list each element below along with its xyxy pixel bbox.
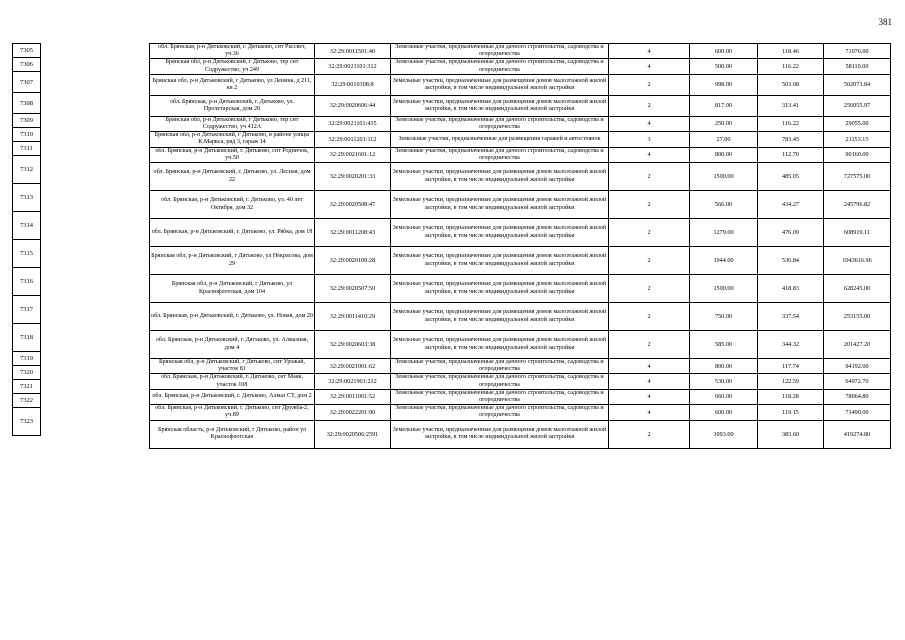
rate-cell: 476.09	[758, 219, 824, 247]
address-cell: Брянская обл, р-н Дятьковский, г Дятьково, ул Некрасова, дом 29	[150, 247, 315, 275]
table-row	[150, 116, 891, 131]
group-cell: 2	[609, 420, 690, 448]
value-cell: 1043616.96	[824, 247, 891, 275]
row-number-cell: 7305	[13, 44, 41, 58]
rate-cell: 117.74	[758, 359, 824, 374]
value-cell: 78064.80	[824, 389, 891, 404]
group-cell: 2	[609, 331, 690, 359]
area-cell: 800.00	[690, 359, 758, 374]
row-number-cell: 7320	[13, 366, 41, 380]
address-cell: обл. Брянская, р-н Дятьковский, г. Дятьково, ул. Лесная, дом 22	[150, 163, 315, 191]
row-number-row	[13, 296, 41, 324]
table-row	[150, 219, 891, 247]
row-number-row	[13, 212, 41, 240]
use-cell: Земельные участки, предназначенные для дачного строительства, садоводства и огородничества	[391, 59, 609, 74]
row-number-row	[13, 128, 41, 142]
value-cell: 419274.80	[824, 420, 891, 448]
use-cell: Земельные участки, предназначенные для размещения домов малоэтажной жилой застройки, в том числе индивидуальной жилой застройки	[391, 420, 609, 448]
cadastral-cell: 32:29:0022201:90	[315, 405, 391, 420]
cadastral-cell: 32:29:0020109:28	[315, 247, 391, 275]
row-number-row	[13, 156, 41, 184]
area-cell: 800.00	[690, 147, 758, 162]
value-cell: 608919.11	[824, 219, 891, 247]
cadastral-cell: 32:29:0021901:212	[315, 374, 391, 389]
row-number-cell: 7315	[13, 240, 41, 268]
row-number-cell: 7313	[13, 184, 41, 212]
table-row	[150, 303, 891, 331]
area-cell: 600.00	[690, 405, 758, 420]
row-number-cell: 7311	[13, 142, 41, 156]
area-cell: 530.00	[690, 374, 758, 389]
use-cell: Земельные участки, предназначенные для дачного строительства, садоводства и огородничества	[391, 405, 609, 420]
table-row	[150, 359, 891, 374]
row-number-row	[13, 72, 41, 93]
table-row	[150, 59, 891, 74]
address-cell: Брянская обл, р-н Дятьковский, г Дятьково, тер снт Содружество, уч 412А	[150, 116, 315, 131]
value-cell: 58110.00	[824, 59, 891, 74]
table-row	[150, 405, 891, 420]
rate-cell: 485.05	[758, 163, 824, 191]
row-number-cell: 7310	[13, 128, 41, 142]
rate-cell: 434.27	[758, 191, 824, 219]
use-cell: Земельные участки, предназначенные для дачного строительства, садоводства и огородничества	[391, 116, 609, 131]
table-row	[150, 95, 891, 116]
cadastral-cell: 32:29:0021001:62	[315, 359, 391, 374]
value-cell: 71490.00	[824, 405, 891, 420]
cadastral-cell: 32:29:0011001:52	[315, 389, 391, 404]
use-cell: Земельные участки, предназначенные для размещения домов малоэтажной жилой застройки, в том числе индивидуальной жилой застройки	[391, 163, 609, 191]
row-number-cell: 7306	[13, 58, 41, 72]
rate-cell: 119.15	[758, 405, 824, 420]
row-number-cell: 7322	[13, 394, 41, 408]
cadastral-cell: 32:29:0010308:8	[315, 74, 391, 95]
rate-cell: 112.70	[758, 147, 824, 162]
area-cell: 750.00	[690, 303, 758, 331]
area-cell: 27.00	[690, 132, 758, 147]
row-number-cell: 7309	[13, 114, 41, 128]
row-number-row	[13, 114, 41, 128]
row-number-row	[13, 268, 41, 296]
table-row	[150, 420, 891, 448]
table-row	[150, 275, 891, 303]
use-cell: Земельные участки, предназначенные для размещения домов малоэтажной жилой застройки, в том числе индивидуальной жилой застройки	[391, 74, 609, 95]
rate-cell: 536.84	[758, 247, 824, 275]
value-cell: 727575.00	[824, 163, 891, 191]
use-cell: Земельные участки, предназначенные для размещения домов малоэтажной жилой застройки, в том числе индивидуальной жилой застройки	[391, 247, 609, 275]
row-number-row	[13, 184, 41, 212]
row-number-row	[13, 142, 41, 156]
row-number-row	[13, 366, 41, 380]
use-cell: Земельные участки, предназначенные для размещения домов малоэтажной жилой застройки, в том числе индивидуальной жилой застройки	[391, 303, 609, 331]
area-cell: 1500.00	[690, 163, 758, 191]
area-cell: 1944.00	[690, 247, 758, 275]
row-number-cell: 7314	[13, 212, 41, 240]
cadastral-cell: 32:29:0020508:47	[315, 191, 391, 219]
row-number-cell: 7316	[13, 268, 41, 296]
row-number-cell: 7319	[13, 352, 41, 366]
address-cell: обл. Брянская, р-н Дятьковский, г. Дятьково, Алмаз СТ, дом 2	[150, 389, 315, 404]
cadastral-cell: 32:29:0020506:2591	[315, 420, 391, 448]
area-cell: 660.00	[690, 389, 758, 404]
value-cell: 29055.00	[824, 116, 891, 131]
row-number-cell: 7317	[13, 296, 41, 324]
use-cell: Земельные участки, предназначенные для размещения гаражей и автостоянок	[391, 132, 609, 147]
row-number-row	[13, 352, 41, 366]
table-row	[150, 147, 891, 162]
rate-cell: 122.59	[758, 374, 824, 389]
group-cell: 2	[609, 74, 690, 95]
table-row	[150, 247, 891, 275]
table-row	[150, 374, 891, 389]
group-cell: 4	[609, 147, 690, 162]
row-number-row	[13, 44, 41, 58]
value-cell: 71076.00	[824, 44, 891, 59]
use-cell: Земельные участки, предназначенные для размещения домов малоэтажной жилой застройки, в том числе индивидуальной жилой застройки	[391, 275, 609, 303]
address-cell: обл. Брянская, р-н Дятьковский, г. Дятьково, ул. 40 лет Октября, дом 32	[150, 191, 315, 219]
address-cell: обл. Брянская, р-н Дятьковский, г. Дятьково, снт Рассвет, уч.36	[150, 44, 315, 59]
rate-cell: 503.08	[758, 74, 824, 95]
row-number-column	[12, 43, 41, 436]
group-cell: 4	[609, 405, 690, 420]
row-number-row	[13, 324, 41, 352]
use-cell: Земельные участки, предназначенные для размещения домов малоэтажной жилой застройки, в том числе индивидуальной жилой застройки	[391, 219, 609, 247]
cadastral-cell: 32:29:0020507:50	[315, 275, 391, 303]
value-cell: 94192.00	[824, 359, 891, 374]
address-cell: обл. Брянская, р-н Дятьковский, г. Дятьково, ул. Пролетарская, дом 20	[150, 95, 315, 116]
address-cell: обл. Брянская, р-н Дятьковский, г. Дятьково, снт Родничок, уч.50	[150, 147, 315, 162]
group-cell: 2	[609, 95, 690, 116]
table-row	[150, 132, 891, 147]
row-number-row	[13, 394, 41, 408]
address-cell: Брянская обл, р-н Дятьковский, г Дятьково, снт Урожай, участок 81	[150, 359, 315, 374]
value-cell: 64972.70	[824, 374, 891, 389]
address-cell: Брянская обл, р-н Дятьковский, г Дятьково, в районе улицы К.Маркса, ряд 3, гараж 14	[150, 132, 315, 147]
cadastral-cell: 32:29:0021101:435	[315, 116, 391, 131]
cadastral-cell: 32:29:0021601:12	[315, 147, 391, 162]
use-cell: Земельные участки, предназначенные для размещения домов малоэтажной жилой застройки, в том числе индивидуальной жилой застройки	[391, 191, 609, 219]
table-row	[150, 331, 891, 359]
value-cell: 245796.82	[824, 191, 891, 219]
table-row	[150, 74, 891, 95]
cadastral-cell: 32:29:0020603:38	[315, 331, 391, 359]
row-number-row	[13, 93, 41, 114]
area-cell: 1500.00	[690, 275, 758, 303]
row-number-cell: 7318	[13, 324, 41, 352]
rate-cell: 313.41	[758, 95, 824, 116]
value-cell: 201427.20	[824, 331, 891, 359]
rate-cell: 344.32	[758, 331, 824, 359]
group-cell: 2	[609, 247, 690, 275]
row-number-row	[13, 408, 41, 436]
address-cell: Брянская обл, р-н Дятьковский, г Дятьково, тер снт Содружество, уч 249	[150, 59, 315, 74]
area-cell: 566.00	[690, 191, 758, 219]
table-row	[150, 191, 891, 219]
area-cell: 585.00	[690, 331, 758, 359]
address-cell: Брянская обл, р-н Дятьковский, г Дятьково, ул Краснофлотская, дом 104	[150, 275, 315, 303]
use-cell: Земельные участки, предназначенные для дачного строительства, садоводства и огородничества	[391, 147, 609, 162]
cadastral-cell: 32:29:0011208:43	[315, 219, 391, 247]
value-cell: 628245.00	[824, 275, 891, 303]
use-cell: Земельные участки, предназначенные для размещения домов малоэтажной жилой застройки, в том числе индивидуальной жилой застройки	[391, 331, 609, 359]
area-cell: 600.00	[690, 44, 758, 59]
cadastral-value-table	[149, 43, 891, 449]
rate-cell: 383.60	[758, 420, 824, 448]
rate-cell: 337.54	[758, 303, 824, 331]
group-cell: 2	[609, 303, 690, 331]
rate-cell: 116.22	[758, 116, 824, 131]
rate-cell: 783.45	[758, 132, 824, 147]
rate-cell: 118.46	[758, 44, 824, 59]
area-cell: 250.00	[690, 116, 758, 131]
group-cell: 2	[609, 163, 690, 191]
value-cell: 502073.84	[824, 74, 891, 95]
address-cell: обл. Брянская, р-н Дятьковский, г. Дятьково, ул. Рябка, дом 18	[150, 219, 315, 247]
group-cell: 4	[609, 359, 690, 374]
address-cell: обл. Брянская, р-н Дятьковский, г. Дятьково, снт Дружба-2, уч.89	[150, 405, 315, 420]
table-row	[150, 163, 891, 191]
row-number-row	[13, 58, 41, 72]
address-cell: обл. Брянская, р-н Дятьковский, г. Дятьково, ул. Алмазная, дом 4	[150, 331, 315, 359]
group-cell: 2	[609, 219, 690, 247]
rate-cell: 118.28	[758, 389, 824, 404]
row-number-row	[13, 240, 41, 268]
address-cell: обл. Брянская, р-н Дятьковский, г. Дятьково, снт Маяк, участок 108	[150, 374, 315, 389]
value-cell: 90160.00	[824, 147, 891, 162]
table-row	[150, 44, 891, 59]
use-cell: Земельные участки, предназначенные для дачного строительства, садоводства и огородничества	[391, 359, 609, 374]
rate-cell: 418.83	[758, 275, 824, 303]
area-cell: 1093.00	[690, 420, 758, 448]
use-cell: Земельные участки, предназначенные для дачного строительства, садоводства и огородничества	[391, 374, 609, 389]
value-cell: 256055.97	[824, 95, 891, 116]
address-cell: обл. Брянская, р-н Дятьковский, г. Дятьково, ул. Новая, дом 20	[150, 303, 315, 331]
rate-cell: 116.22	[758, 59, 824, 74]
address-cell: Брянская область, р-н Дятьковский, г Дятьково, район ул Краснофлотская	[150, 420, 315, 448]
row-number-row	[13, 380, 41, 394]
group-cell: 3	[609, 132, 690, 147]
row-number-cell: 7308	[13, 93, 41, 114]
group-cell: 2	[609, 191, 690, 219]
cadastral-cell: 32:29:0021101:312	[315, 59, 391, 74]
cadastral-cell: 32:29:0011410:29	[315, 303, 391, 331]
group-cell: 4	[609, 116, 690, 131]
cadastral-cell: 32:29:0020201:33	[315, 163, 391, 191]
table-row	[150, 389, 891, 404]
group-cell: 4	[609, 44, 690, 59]
row-number-cell: 7323	[13, 408, 41, 436]
area-cell: 500.00	[690, 59, 758, 74]
value-cell: 253155.00	[824, 303, 891, 331]
group-cell: 2	[609, 275, 690, 303]
address-cell: Брянская обл, р-н Дятьковский, г Дятьково, ул Ленина, д 211, кв 2	[150, 74, 315, 95]
group-cell: 4	[609, 59, 690, 74]
group-cell: 4	[609, 374, 690, 389]
cadastral-cell: 32:29:0011501:40	[315, 44, 391, 59]
row-number-cell: 7312	[13, 156, 41, 184]
row-number-cell: 7321	[13, 380, 41, 394]
area-cell: 1279.00	[690, 219, 758, 247]
group-cell: 4	[609, 389, 690, 404]
area-cell: 817.00	[690, 95, 758, 116]
use-cell: Земельные участки, предназначенные для дачного строительства, садоводства и огородничества	[391, 44, 609, 59]
cadastral-cell: 32:29:0011201:112	[315, 132, 391, 147]
page-number: 381	[878, 17, 892, 27]
row-number-cell: 7307	[13, 72, 41, 93]
area-cell: 998.00	[690, 74, 758, 95]
use-cell: Земельные участки, предназначенные для размещения домов малоэтажной жилой застройки, в том числе индивидуальной жилой застройки	[391, 95, 609, 116]
cadastral-cell: 32:29:0020606:44	[315, 95, 391, 116]
use-cell: Земельные участки, предназначенные для дачного строительства, садоводства и огородничества	[391, 389, 609, 404]
value-cell: 21153.15	[824, 132, 891, 147]
